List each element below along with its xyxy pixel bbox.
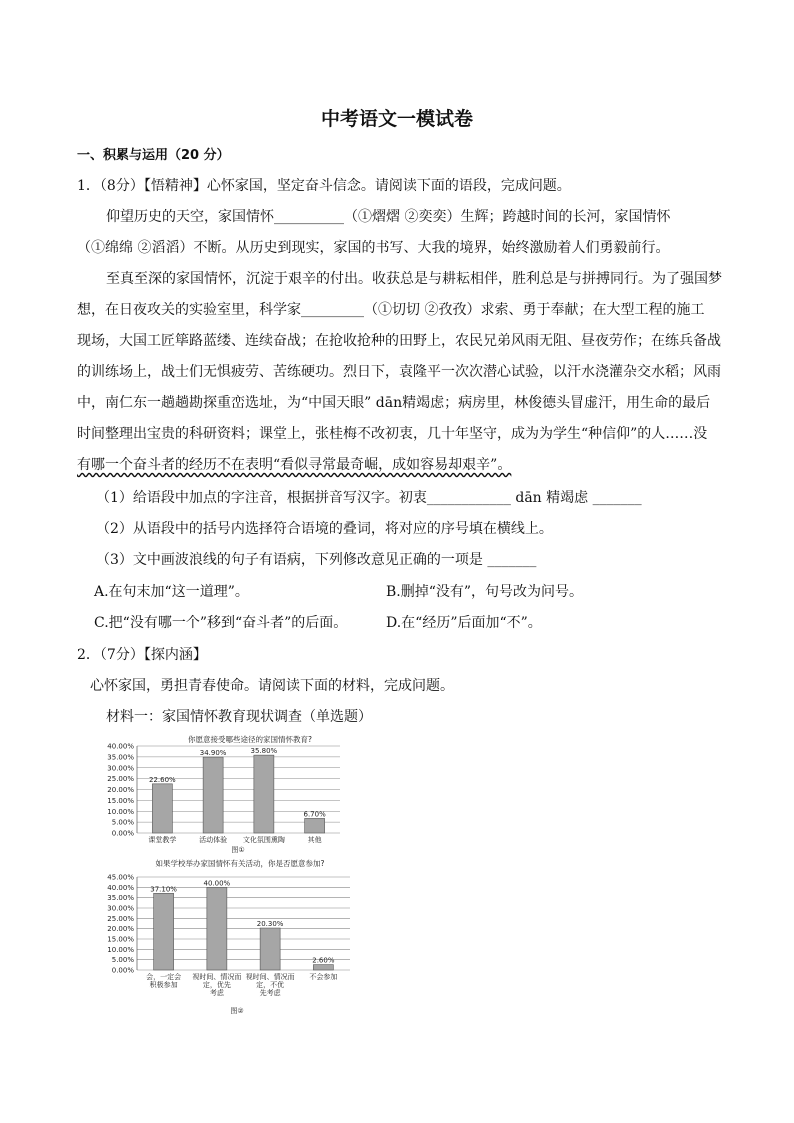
y-tick-label: 0.00%	[111, 829, 134, 838]
chart-caption: 图②	[230, 1007, 244, 1015]
x-tick-label: 考虑	[209, 989, 224, 997]
y-tick-label: 40.00%	[107, 883, 134, 892]
bar	[254, 755, 274, 833]
sub-question-2: （2）从语段中的括号内选择符合语境的叠词，将对应的序号填在横线上。	[96, 521, 553, 537]
x-tick-label: 定，不优	[256, 981, 285, 989]
paragraph-2-line-2: 想，在日夜攻关的实验室里，科学家_________（①切切 ②孜孜）求索、勇于奉献；在大型工程的施工	[77, 302, 705, 318]
question-2-intro: 心怀家国，勇担青春使命。请阅读下面的材料，完成问题。	[90, 678, 454, 694]
sub-question-3: （3）文中画波浪线的句子有语病，下列修改意见正确的一项是 _______	[96, 552, 537, 568]
paragraph-1-line-1: 仰望历史的天空，家国情怀__________（①熠熠 ②奕奕）生辉；跨越时间的长河，家国情怀	[106, 209, 671, 225]
y-tick-label: 15.00%	[107, 935, 134, 944]
y-tick-label: 35.00%	[107, 894, 134, 903]
paragraph-2-line-3: 现场，大国工匠筚路蓝缕、连续奋战；在抢收抢种的田野上，农民兄弟风雨无阻、昼夜劳作；在练兵备战	[77, 333, 721, 349]
paragraph-2-line-1: 至真至深的家国情怀，沉淀于艰辛的付出。收获总是与耕耘相伴，胜利总是与拼搏同行。为了强国梦	[106, 271, 722, 287]
y-tick-label: 15.00%	[107, 796, 134, 805]
data-label: 40.00%	[203, 879, 231, 888]
x-tick-label: 活动体验	[199, 836, 228, 844]
x-tick-label: 先考虑	[259, 989, 281, 997]
y-tick-label: 5.00%	[111, 956, 134, 965]
y-tick-label: 20.00%	[107, 925, 134, 934]
data-label: 34.90%	[199, 749, 227, 758]
data-label: 22.60%	[149, 775, 176, 784]
bar	[152, 784, 172, 833]
y-tick-label: 20.00%	[107, 786, 134, 794]
y-tick-label: 40.00%	[107, 742, 134, 751]
bar	[313, 965, 333, 970]
sub-question-1: （1）给语段中加点的字注音，根据拼音写汉字。初衷____________ dān 精竭虑 _______	[96, 490, 642, 506]
option-a: A.在句末加“这一道理”。	[94, 584, 249, 600]
chart-title: 如果学校举办家国情怀有关活动，你是否愿意参加?	[155, 859, 325, 868]
x-tick-label: 不会参加	[309, 973, 338, 981]
option-c: C.把“没有哪一个”移到“奋斗者”的后面。	[94, 615, 348, 631]
y-tick-label: 10.00%	[107, 807, 134, 816]
data-label: 37.10%	[150, 885, 177, 894]
data-label: 20.30%	[256, 920, 284, 929]
y-tick-label: 30.00%	[107, 764, 134, 773]
y-tick-label: 35.00%	[107, 753, 134, 762]
y-tick-label: 25.00%	[107, 775, 134, 784]
y-tick-label: 0.00%	[111, 966, 134, 975]
bar	[260, 928, 280, 970]
question-1-header: 1．（8分）【悟精神】心怀家国，坚定奋斗信念。请阅读下面的语段，完成问题。	[77, 178, 571, 194]
chart-1	[100, 733, 350, 853]
data-label: 2.60%	[312, 956, 335, 965]
x-tick-label: 课堂教学	[148, 836, 177, 844]
question-2-header: 2．（7分）【探内涵】	[77, 647, 207, 663]
chart-title: 你愿意接受哪些途径的家国情怀教育?	[188, 735, 312, 744]
data-label: 35.80%	[250, 747, 278, 756]
bar	[154, 893, 174, 970]
chart-2	[100, 857, 350, 1015]
y-tick-label: 25.00%	[107, 914, 134, 923]
y-tick-label: 30.00%	[107, 904, 134, 913]
x-tick-label: 会，一定会	[146, 973, 182, 981]
option-b: B.删掉“没有”，句号改为问号。	[386, 584, 584, 600]
paragraph-2-line-6: 时间整理出宝贵的科研资料；课堂上，张桂梅不改初衷，几十年坚守，成为为学生“种信仰”的人……没	[77, 426, 708, 442]
page-title: 中考语文一模试卷	[320, 108, 473, 130]
x-tick-label: 文化氛围熏陶	[242, 836, 285, 844]
option-d: D.在“经历”后面加“不”。	[386, 615, 542, 631]
x-tick-label: 视时间、情况而	[245, 973, 295, 981]
bar	[305, 818, 325, 833]
data-label: 6.70%	[303, 810, 326, 819]
paragraph-2-line-5: 中，南仁东一趟趟勘探重峦选址，为“中国天眼” dān精竭虑；病房里，林俊德头冒虚汗，用生命的最后	[77, 395, 711, 411]
bar	[207, 887, 227, 970]
paragraph-1-line-2: （①绵绵 ②滔滔）不断。从历史到现实，家国的书写、大我的境界，始终激励着人们勇毅前行。	[77, 240, 670, 256]
y-tick-label: 10.00%	[107, 945, 134, 954]
paragraph-2-line-7	[77, 454, 717, 474]
section-heading: 一、积累与运用（20 分）	[77, 148, 230, 163]
wavy-sentence: 有哪一个奋斗者的经历不在表明“看似寻常最奇崛，成如容易却艰辛”。	[77, 457, 512, 473]
chart-caption: 图①	[231, 846, 245, 853]
material-1-title: 材料一：家国情怀教育现状调查（单选题）	[106, 709, 372, 725]
y-tick-label: 5.00%	[111, 818, 134, 827]
x-tick-label: 定，优先	[202, 981, 231, 989]
x-tick-label: 视时间、情况而	[192, 973, 242, 981]
y-tick-label: 45.00%	[107, 873, 134, 882]
bar	[203, 757, 223, 833]
paragraph-2-line-4: 的训练场上，战士们无惧疲劳、苦练硬功。烈日下，袁隆平一次次潜心试验，以汗水浇灌杂交水稻；风雨	[77, 364, 721, 380]
x-tick-label: 其他	[307, 836, 322, 844]
x-tick-label: 积极参加	[149, 981, 178, 989]
